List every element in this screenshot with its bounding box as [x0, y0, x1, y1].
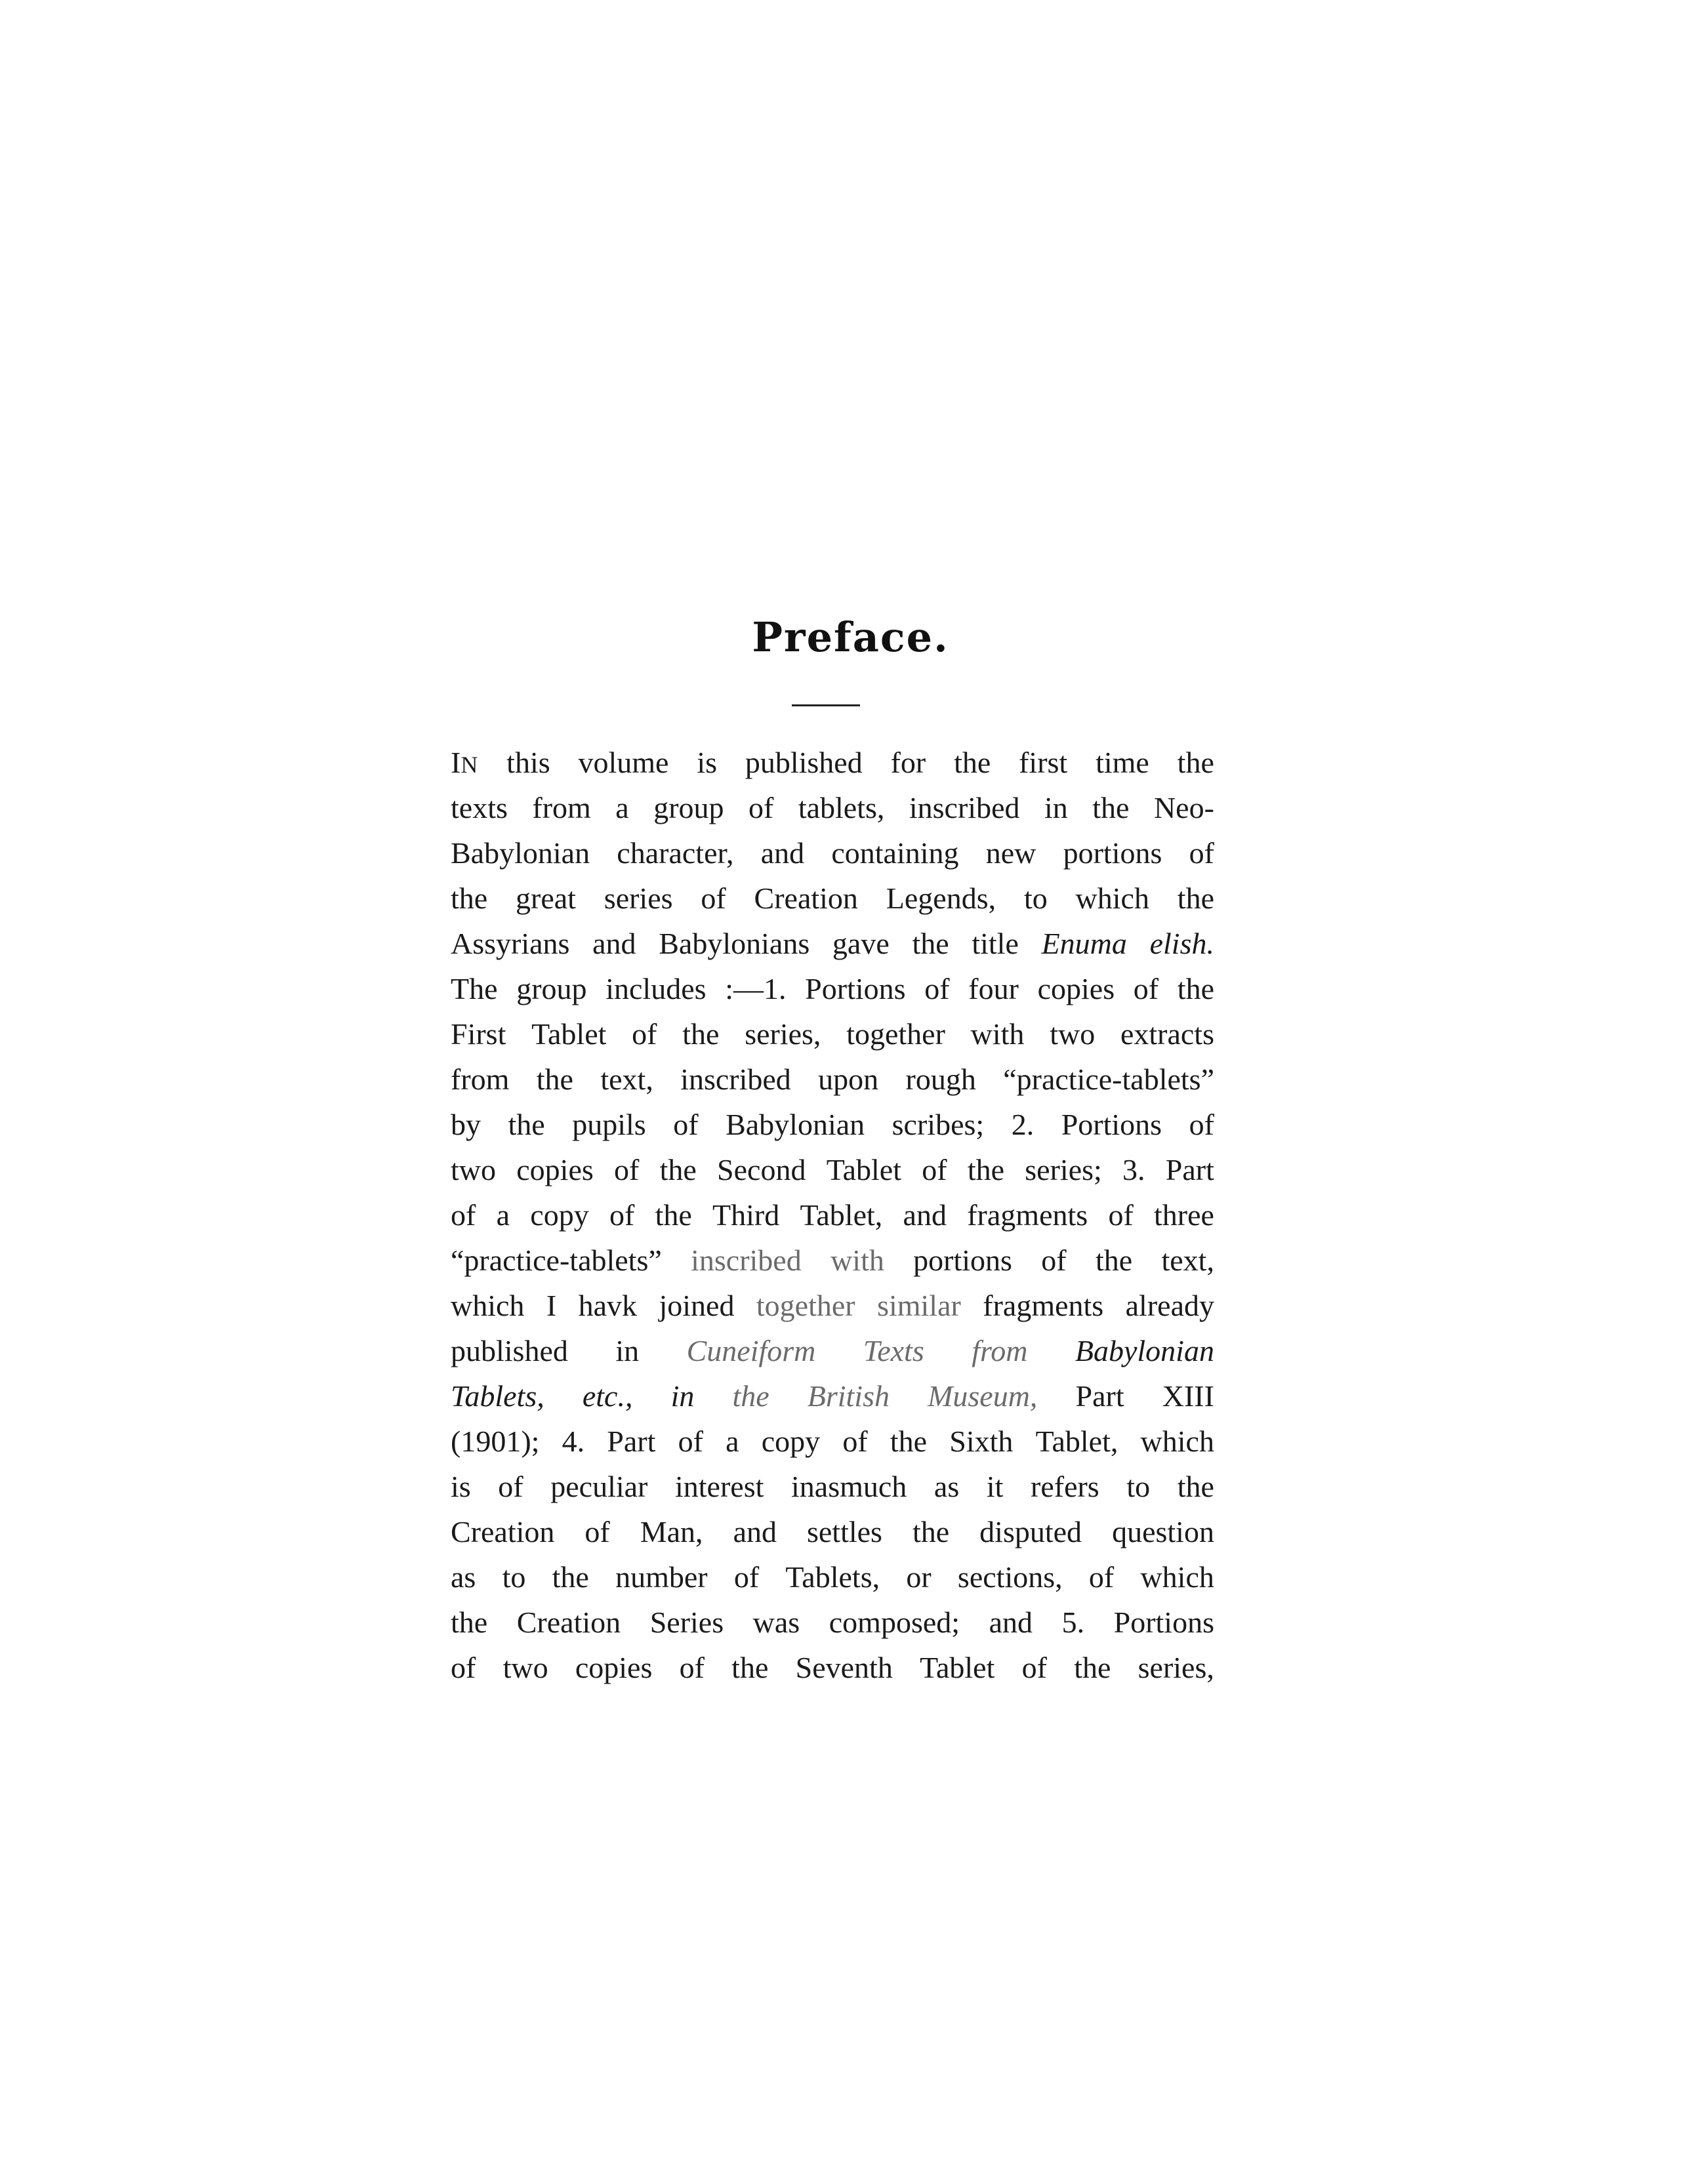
word: to	[1023, 881, 1048, 915]
word: the	[508, 1108, 545, 1141]
word: title	[972, 927, 1019, 960]
word: interest	[674, 1470, 764, 1503]
text-line	[451, 1554, 1214, 1600]
word: inscribed	[680, 1062, 791, 1096]
word: portions	[1063, 836, 1162, 870]
text-line	[451, 1373, 1214, 1419]
word: new	[985, 836, 1036, 870]
word: of	[679, 1651, 705, 1684]
word: inscribed	[909, 791, 1020, 824]
word: which	[1075, 881, 1149, 915]
word: the	[659, 1153, 697, 1186]
word: of	[842, 1425, 868, 1458]
word: I	[546, 1289, 557, 1322]
word: number	[615, 1560, 708, 1594]
word: was	[752, 1606, 800, 1639]
word: copies	[1037, 972, 1115, 1005]
word: from	[451, 1062, 510, 1096]
word: the	[912, 927, 949, 960]
word: for	[890, 746, 926, 779]
word: first	[1019, 746, 1068, 779]
word: 4.	[562, 1425, 585, 1458]
word: IN	[451, 746, 479, 779]
word: Portions	[1061, 1108, 1162, 1141]
text-line	[451, 1283, 1214, 1328]
text-line	[451, 1192, 1214, 1238]
word: Tablet	[826, 1153, 901, 1186]
word: the	[536, 1062, 573, 1096]
word: Assyrians	[451, 927, 570, 960]
word: etc.,	[582, 1379, 633, 1413]
word: rough	[905, 1062, 976, 1096]
word: group	[653, 791, 724, 824]
word: in	[1044, 791, 1068, 824]
word: of	[614, 1153, 640, 1186]
word: as	[451, 1560, 476, 1594]
word: Part	[1165, 1153, 1214, 1186]
word: 5.	[1061, 1606, 1085, 1639]
word: of	[673, 1108, 699, 1141]
word: texts	[451, 791, 508, 824]
word: of	[498, 1470, 523, 1503]
word: this	[506, 746, 550, 779]
word: the	[682, 1017, 720, 1051]
text-line	[451, 1328, 1214, 1373]
word: Portions	[1113, 1606, 1214, 1639]
text-line	[451, 1011, 1214, 1057]
word: which	[451, 1289, 525, 1322]
word: of	[1041, 1244, 1067, 1277]
text-line	[451, 1645, 1214, 1690]
word: and	[592, 927, 636, 960]
word: is	[697, 746, 717, 779]
word: two	[1050, 1017, 1096, 1051]
word: time	[1096, 746, 1149, 779]
word: the	[655, 1198, 692, 1232]
word: two	[451, 1153, 496, 1186]
word: refers	[1031, 1470, 1099, 1503]
word: and	[733, 1515, 777, 1548]
text-line	[451, 1509, 1214, 1554]
word: to	[502, 1560, 526, 1594]
word: three	[1154, 1198, 1214, 1232]
word: gave	[832, 927, 890, 960]
word: with	[970, 1017, 1025, 1051]
word: the	[732, 1379, 769, 1413]
word: Cuneiform	[686, 1334, 816, 1367]
word: Tablet,	[800, 1198, 883, 1232]
word: Texts	[863, 1334, 924, 1367]
word: as	[933, 1470, 960, 1503]
word: upon	[818, 1062, 879, 1096]
word: the	[552, 1560, 589, 1594]
word: of	[1021, 1651, 1047, 1684]
word: XIII	[1162, 1379, 1214, 1413]
word: from	[532, 791, 591, 824]
word: Creation	[754, 881, 858, 915]
word: fragments	[983, 1289, 1104, 1322]
word: in	[670, 1379, 695, 1413]
word: Series	[649, 1606, 724, 1639]
word: series,	[1137, 1651, 1214, 1684]
word: the	[1092, 791, 1130, 824]
word: :—1.	[725, 972, 787, 1005]
word: published	[451, 1334, 568, 1367]
word: 3.	[1122, 1153, 1145, 1186]
word: the	[954, 746, 991, 779]
word: series;	[1025, 1153, 1102, 1186]
word: inasmuch	[791, 1470, 907, 1503]
word: extracts	[1120, 1017, 1214, 1051]
title-rule	[792, 704, 860, 706]
word: Museum,	[928, 1379, 1038, 1413]
word: (1901);	[451, 1425, 540, 1458]
word: Second	[717, 1153, 806, 1186]
word: of	[748, 791, 774, 824]
word: fragments	[967, 1198, 1088, 1232]
word: series	[604, 881, 673, 915]
text-line	[451, 1147, 1214, 1192]
text-line	[451, 1464, 1214, 1509]
word: Seventh	[795, 1651, 893, 1684]
word: copies	[516, 1153, 594, 1186]
word: tablets,	[798, 791, 885, 824]
word: Tablet,	[1035, 1425, 1118, 1458]
word: Sixth	[949, 1425, 1014, 1458]
text-line	[451, 1419, 1214, 1464]
word: Legends,	[886, 881, 996, 915]
text-line	[451, 876, 1214, 921]
word: portions	[913, 1244, 1012, 1277]
word: and	[989, 1606, 1033, 1639]
word: Part	[1075, 1379, 1124, 1413]
word: the	[1074, 1651, 1111, 1684]
word: two	[502, 1651, 548, 1684]
word: great	[516, 881, 576, 915]
word: scribes;	[891, 1108, 985, 1141]
word: four	[968, 972, 1019, 1005]
text-line	[451, 740, 1214, 785]
word: which	[1140, 1425, 1214, 1458]
word: group	[516, 972, 587, 1005]
text-line	[451, 1238, 1214, 1283]
word: The	[451, 972, 498, 1005]
word: series,	[745, 1017, 821, 1051]
word: sections,	[957, 1560, 1063, 1594]
word: of	[584, 1515, 610, 1548]
word: of	[451, 1651, 476, 1684]
text-line	[451, 830, 1214, 876]
word: Enuma	[1041, 927, 1127, 960]
word: Babylonian	[726, 1108, 865, 1141]
word: from	[972, 1334, 1028, 1367]
word: in	[615, 1334, 640, 1367]
text-line	[451, 966, 1214, 1011]
word: of	[1088, 1560, 1115, 1594]
word: together	[846, 1017, 945, 1051]
word: of	[632, 1017, 657, 1051]
word: text,	[1161, 1244, 1214, 1277]
word: Tablets,	[451, 1379, 544, 1413]
word: similar	[877, 1289, 961, 1322]
word: Creation	[451, 1515, 555, 1548]
word: the	[1177, 746, 1214, 779]
word: and	[760, 836, 805, 870]
word: Creation	[516, 1606, 621, 1639]
word: together	[756, 1289, 855, 1322]
word: character,	[617, 836, 734, 870]
preface-paragraph	[451, 740, 1214, 1690]
word: the	[1095, 1244, 1133, 1277]
word: Tablet	[531, 1017, 607, 1051]
word: First	[451, 1017, 506, 1051]
word: of	[1189, 1108, 1214, 1141]
word: elish.	[1149, 927, 1214, 960]
text-line	[451, 921, 1214, 966]
word: is	[451, 1470, 471, 1503]
word: “practice-tablets”	[451, 1244, 662, 1277]
word: copies	[575, 1651, 653, 1684]
word: the	[967, 1153, 1005, 1186]
word: of	[1189, 836, 1214, 870]
word: Tablet	[920, 1651, 995, 1684]
text-line	[451, 785, 1214, 830]
word: joined	[659, 1289, 735, 1322]
word: Babylonian	[1075, 1334, 1214, 1367]
word: of	[1108, 1198, 1134, 1232]
word: already	[1125, 1289, 1214, 1322]
word: a	[496, 1198, 510, 1232]
text-line	[451, 1600, 1214, 1645]
word: published	[745, 746, 863, 779]
word: pupils	[572, 1108, 646, 1141]
word: peculiar	[550, 1470, 648, 1503]
word: Babylonian	[451, 836, 590, 870]
word: of	[733, 1560, 760, 1594]
word: disputed	[979, 1515, 1082, 1548]
text-line	[451, 1102, 1214, 1147]
word: inscribed	[691, 1244, 802, 1277]
word: Portions	[805, 972, 906, 1005]
word: the	[1177, 972, 1214, 1005]
word: Neo-	[1153, 791, 1214, 824]
word: “practice-tablets”	[1003, 1062, 1214, 1096]
word: composed;	[829, 1606, 960, 1639]
word: the	[731, 1651, 769, 1684]
text-line	[451, 1057, 1214, 1102]
word: copy	[530, 1198, 589, 1232]
word: the	[451, 1606, 488, 1639]
word: 2.	[1011, 1108, 1035, 1141]
word: of	[701, 881, 726, 915]
word: by	[451, 1108, 481, 1141]
word: Man,	[640, 1515, 703, 1548]
word: of	[678, 1425, 703, 1458]
word: which	[1140, 1560, 1214, 1594]
word: of	[1133, 972, 1159, 1005]
page-title: Preface.	[752, 613, 949, 661]
word: text,	[600, 1062, 653, 1096]
word: or	[906, 1560, 932, 1594]
word: Third	[712, 1198, 780, 1232]
word: copy	[761, 1425, 821, 1458]
word: of	[924, 972, 950, 1005]
word: volume	[578, 746, 669, 779]
word: of	[922, 1153, 947, 1186]
word: a	[726, 1425, 739, 1458]
word: containing	[831, 836, 959, 870]
word: the	[912, 1515, 950, 1548]
word: to	[1126, 1470, 1151, 1503]
word: of	[609, 1198, 635, 1232]
word: includes	[605, 972, 707, 1005]
word: Babylonians	[659, 927, 810, 960]
word: Part	[607, 1425, 656, 1458]
word: the	[1177, 881, 1214, 915]
word: British	[807, 1379, 890, 1413]
word: it	[986, 1470, 1004, 1503]
word: the	[1177, 1470, 1214, 1503]
word: settles	[806, 1515, 882, 1548]
word: the	[890, 1425, 928, 1458]
word: of	[451, 1198, 476, 1232]
word: Tablets,	[785, 1560, 880, 1594]
word: the	[451, 881, 488, 915]
word: a	[615, 791, 629, 824]
word: havk	[578, 1289, 638, 1322]
word: question	[1112, 1515, 1214, 1548]
word: with	[830, 1244, 884, 1277]
word: and	[903, 1198, 947, 1232]
